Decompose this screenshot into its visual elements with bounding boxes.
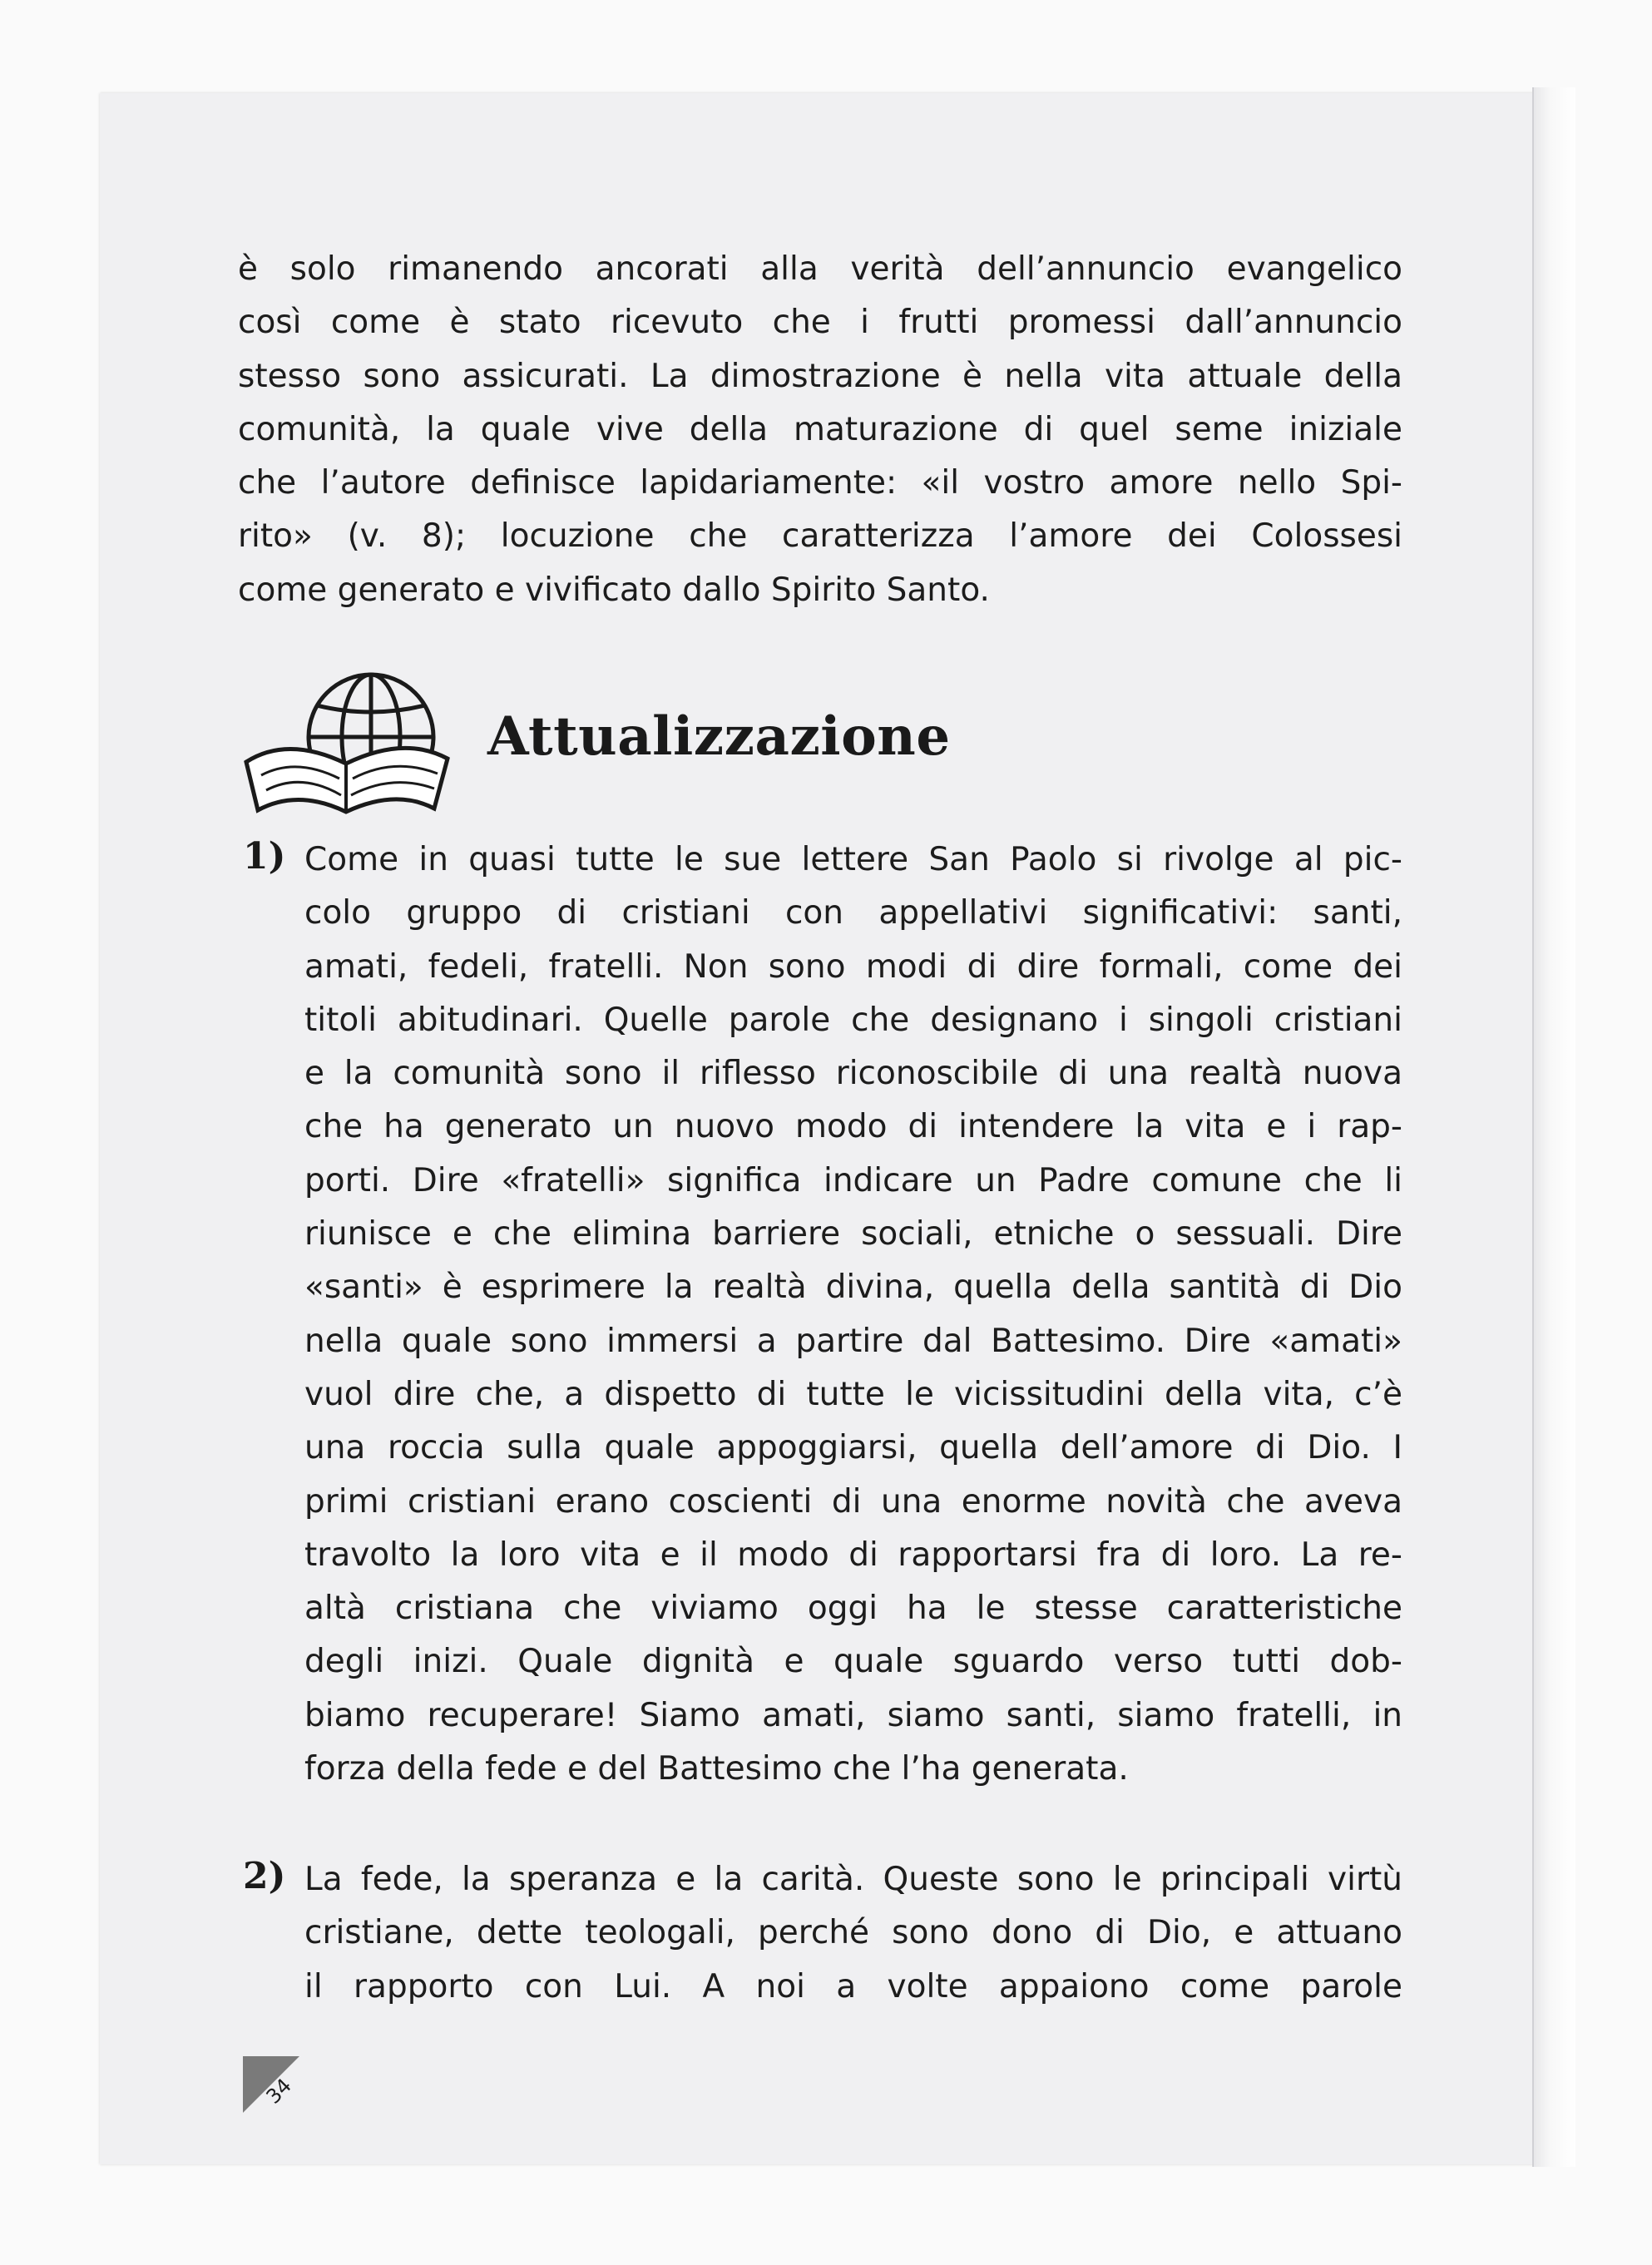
item-text <box>304 1853 1402 2014</box>
book-spine <box>1532 87 1575 2167</box>
item-text <box>304 833 1402 1796</box>
intro-paragraph <box>238 243 1402 617</box>
text-line: titoli abitudinari. Quelle parole che designano i singoli cristiani <box>304 1001 1402 1039</box>
text-line: così come è stato ricevuto che i frutti promessi dall’annuncio <box>238 304 1402 342</box>
text-line: e la comunità sono il riflesso riconoscibile di una realtà nuova <box>304 1055 1402 1093</box>
text-line: degli inizi. Quale dignità e quale sguardo verso tutti dob- <box>304 1643 1402 1681</box>
item-number: 2) <box>243 1855 286 1897</box>
text-line: è solo rimanendo ancorati alla verità dell’annuncio evangelico <box>238 250 1402 288</box>
section-heading <box>238 670 987 820</box>
section-title: Attualizzazione <box>487 705 951 768</box>
text-line: La fede, la speranza e la carità. Queste sono le principali virtù <box>304 1861 1402 1898</box>
text-line: nella quale sono immersi a partire dal Battesimo. Dire «amati» <box>304 1322 1402 1360</box>
page-number: 34 <box>261 2074 296 2109</box>
text-line: altà cristiana che viviamo oggi ha le stesse caratteristiche <box>304 1590 1402 1628</box>
text-line: comunità, la quale vive della maturazione di quel seme iniziale <box>238 410 1402 448</box>
text-line: riunisce e che elimina barriere sociali, etniche o sessuali. Dire <box>304 1215 1402 1254</box>
text-line: «santi» è esprimere la realtà divina, quella della santità di Dio <box>304 1268 1402 1307</box>
text-line: il rapporto con Lui. A noi a volte appaiono come parole <box>304 1967 1402 2005</box>
text-line: stesso sono assicurati. La dimostrazione è nella vita attuale della <box>238 357 1402 395</box>
text-line: cristiane, dette teologali, perché sono dono di Dio, e attuano <box>304 1914 1402 1952</box>
text-line: forza della fede e del Battesimo che l’ha generata. <box>304 1750 1129 1788</box>
text-line: una roccia sulla quale appoggiarsi, quella dell’amore di Dio. I <box>304 1429 1402 1467</box>
text-line: porti. Dire «fratelli» significa indicare un Padre comune che li <box>304 1161 1402 1199</box>
text-line: Come in quasi tutte le sue lettere San Paolo si rivolge al pic- <box>304 841 1402 878</box>
item-number: 1) <box>243 835 286 878</box>
text-line: che l’autore definisce lapidariamente: «il vostro amore nello Spi- <box>238 464 1402 502</box>
text-line: vuol dire che, a dispetto di tutte le vicissitudini della vita, c’è <box>304 1375 1402 1413</box>
text-line: rito» (v. 8); locuzione che caratterizza l’amore dei Colossesi <box>238 517 1402 556</box>
text-line: colo gruppo di cristiani con appellativi significativi: santi, <box>304 894 1402 932</box>
text-line: travolto la loro vita e il modo di rapportarsi fra di loro. La re- <box>304 1536 1402 1574</box>
globe-book-icon <box>238 670 487 820</box>
text-line: che ha generato un nuovo modo di intendere la vita e i rap- <box>304 1108 1402 1146</box>
text-line: primi cristiani erano coscienti di una enorme novità che aveva <box>304 1482 1402 1521</box>
text-line: amati, fedeli, fratelli. Non sono modi di dire formali, come dei <box>304 947 1402 986</box>
text-line: biamo recuperare! Siamo amati, siamo santi, siamo fratelli, in <box>304 1696 1402 1734</box>
text-line: come generato e vivificato dallo Spirito Santo. <box>238 571 990 609</box>
